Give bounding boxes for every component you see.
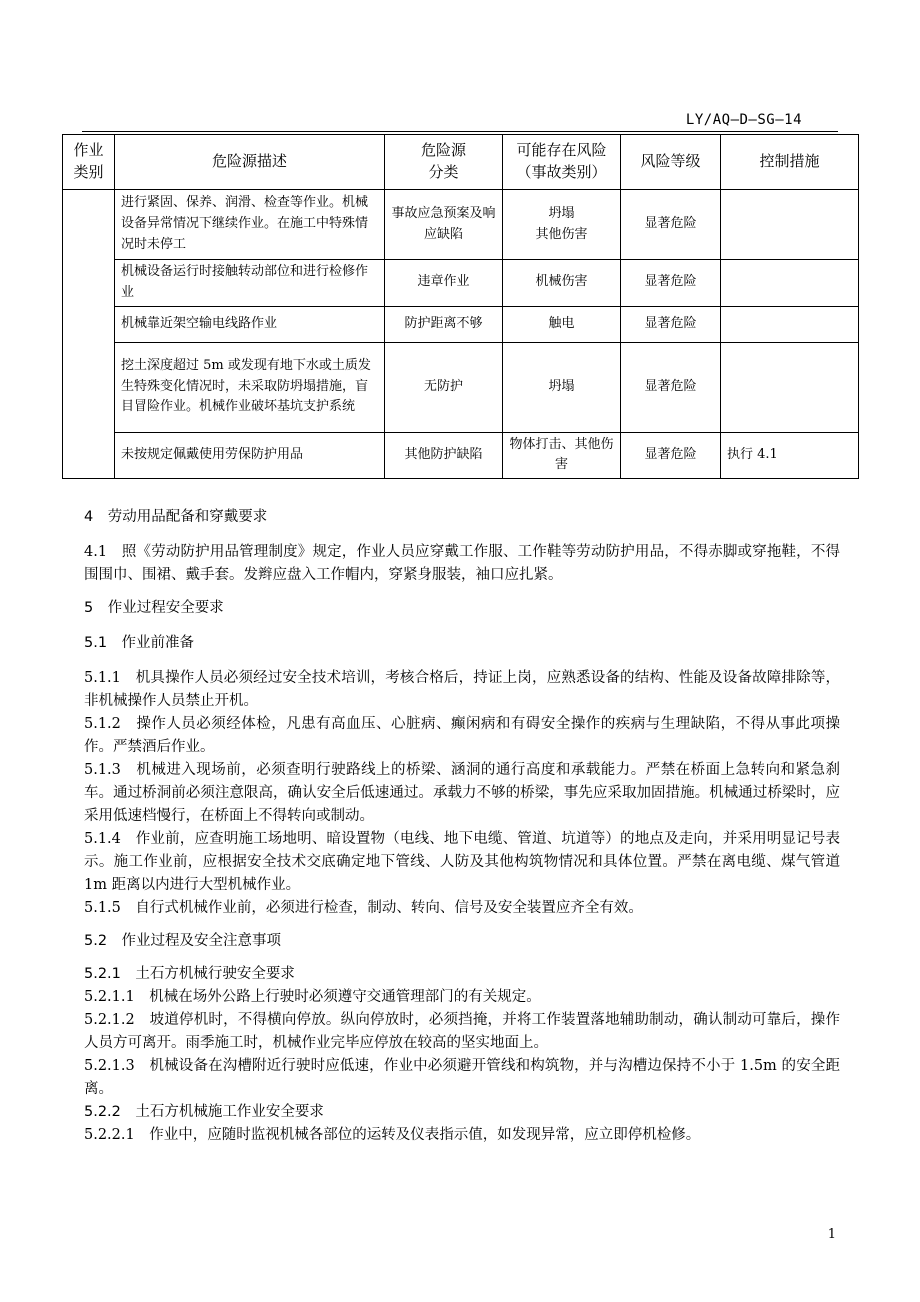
header-category: 作业 类别: [63, 135, 115, 190]
cell-control: [721, 260, 859, 307]
cell-level: 显著危险: [621, 342, 721, 432]
paragraph-5-2-2-1: 5.2.2.1 作业中，应随时监视机械各部位的运转及仪表指示值，如发现异常，应立即停机检修。: [84, 1127, 701, 1143]
cell-classification: 防护距离不够: [385, 306, 503, 342]
table-row: [63, 190, 859, 260]
cell-classification: 无防护: [385, 342, 503, 432]
table-row: [63, 260, 859, 307]
page-number: 1: [827, 1227, 836, 1242]
section-5-1-heading: 5.1 作业前准备: [84, 635, 195, 651]
cell-risk: 触电: [503, 306, 621, 342]
header-classification: 危险源 分类: [385, 135, 503, 190]
paragraph-5-2-1-3: 5.2.1.3 机械设备在沟槽附近行驶时应低速，作业中必须避开管线和构筑物，并与沟槽边保持不小于 1.5m 的安全距离。: [84, 1058, 840, 1097]
cell-classification: 事故应急预案及响应缺陷: [385, 190, 503, 260]
header-rule: [82, 131, 838, 132]
cell-risk: 物体打击、其他伤害: [503, 432, 621, 479]
table-row: [63, 342, 859, 432]
cell-description: 机械靠近架空输电线路作业: [115, 306, 385, 342]
document-id: LY/AQ—D—SG—14: [685, 112, 802, 128]
section-5-2-2-heading: 5.2.2 土石方机械施工作业安全要求: [84, 1104, 324, 1120]
cell-level: 显著危险: [621, 306, 721, 342]
table-row: [63, 306, 859, 342]
section-5-2-heading: 5.2 作业过程及安全注意事项: [84, 933, 282, 949]
paragraph-5-1-2: 5.1.2 操作人员必须经体检，凡患有高血压、心脏病、癫闲病和有碍安全操作的疾病与生理缺陷，不得从事此项操作。严禁酒后作业。: [84, 716, 840, 755]
paragraph-5-1-4: 5.1.4 作业前，应查明施工场地明、暗设置物（电线、地下电缆、管道、坑道等）的地点及走向，并采用明显记号表示。施工作业前，应根据安全技术交底确定地下管线、人防及其他构筑物情况和具体位置。严禁在离电缆、煤气管道 1m 距离以内进行大型机械作业。: [84, 831, 840, 893]
cell-control: [721, 306, 859, 342]
paragraph-5-1-1: 5.1.1 机具操作人员必须经过安全技术培训，考核合格后，持证上岗，应熟悉设备的结构、性能及设备故障排除等，非机械操作人员禁止开机。: [84, 670, 840, 709]
table-header-row: [63, 135, 859, 190]
paragraph-5-2-1-2: 5.2.1.2 坡道停机时，不得横向停放。纵向停放时，必须挡掩，并将工作装置落地辅助制动，确认制动可靠后，操作人员方可离开。雨季施工时，机械作业完毕应停放在较高的坚实地面上。: [84, 1012, 840, 1051]
header-level: 风险等级: [621, 135, 721, 190]
header-risk: 可能存在风险 （事故类别）: [503, 135, 621, 190]
cell-classification: 违章作业: [385, 260, 503, 307]
cell-risk: 坍塌: [503, 342, 621, 432]
cell-classification: 其他防护缺陷: [385, 432, 503, 479]
section-4-heading: 4 劳动用品配备和穿戴要求: [84, 509, 268, 525]
cell-description: 挖土深度超过 5m 或发现有地下水或土质发生特殊变化情况时，未采取防坍塌措施，盲目冒险作业。机械作业破坏基坑支护系统: [115, 342, 385, 432]
paragraph-4-1: 4.1 照《劳动防护用品管理制度》规定，作业人员应穿戴工作服、工作鞋等劳动防护用品，不得赤脚或穿拖鞋，不得围围巾、围裙、戴手套。发辫应盘入工作帽内，穿紧身服装，袖口应扎紧。: [84, 544, 840, 583]
table-row: [63, 432, 859, 479]
cell-description: 进行紧固、保养、润滑、检查等作业。机械设备异常情况下继续作业。在施工中特殊情况时未停工: [115, 190, 385, 260]
cell-risk: 坍塌 其他伤害: [503, 190, 621, 260]
cell-level: 显著危险: [621, 260, 721, 307]
cell-control: [721, 190, 859, 260]
header-description: 危险源描述: [115, 135, 385, 190]
paragraph-5-1-5: 5.1.5 自行式机械作业前，必须进行检查，制动、转向、信号及安全装置应齐全有效。: [84, 900, 643, 916]
section-5-heading: 5 作业过程安全要求: [84, 600, 224, 616]
header-control: 控制措施: [721, 135, 859, 190]
cell-description: 未按规定佩戴使用劳保防护用品: [115, 432, 385, 479]
cell-level: 显著危险: [621, 432, 721, 479]
cell-description: 机械设备运行时接触转动部位和进行检修作业: [115, 260, 385, 307]
document-body: [84, 506, 840, 1147]
cell-level: 显著危险: [621, 190, 721, 260]
cell-control: [721, 342, 859, 432]
category-cell: [63, 190, 115, 479]
paragraph-5-2-1-1: 5.2.1.1 机械在场外公路上行驶时必须遵守交通管理部门的有关规定。: [84, 989, 541, 1005]
section-5-2-1-heading: 5.2.1 土石方机械行驶安全要求: [84, 966, 295, 982]
cell-risk: 机械伤害: [503, 260, 621, 307]
cell-control: 执行 4.1: [721, 432, 859, 479]
hazard-table: [62, 134, 859, 479]
paragraph-5-1-3: 5.1.3 机械进入现场前，必须查明行驶路线上的桥梁、涵洞的通行高度和承载能力。严禁在桥面上急转向和紧急刹车。通过桥洞前必须注意限高，确认安全后低速通过。承载力不够的桥梁，事先应采取加固措施。机械通过桥梁时，应采用低速档慢行，在桥面上不得转向或制动。: [84, 762, 840, 824]
